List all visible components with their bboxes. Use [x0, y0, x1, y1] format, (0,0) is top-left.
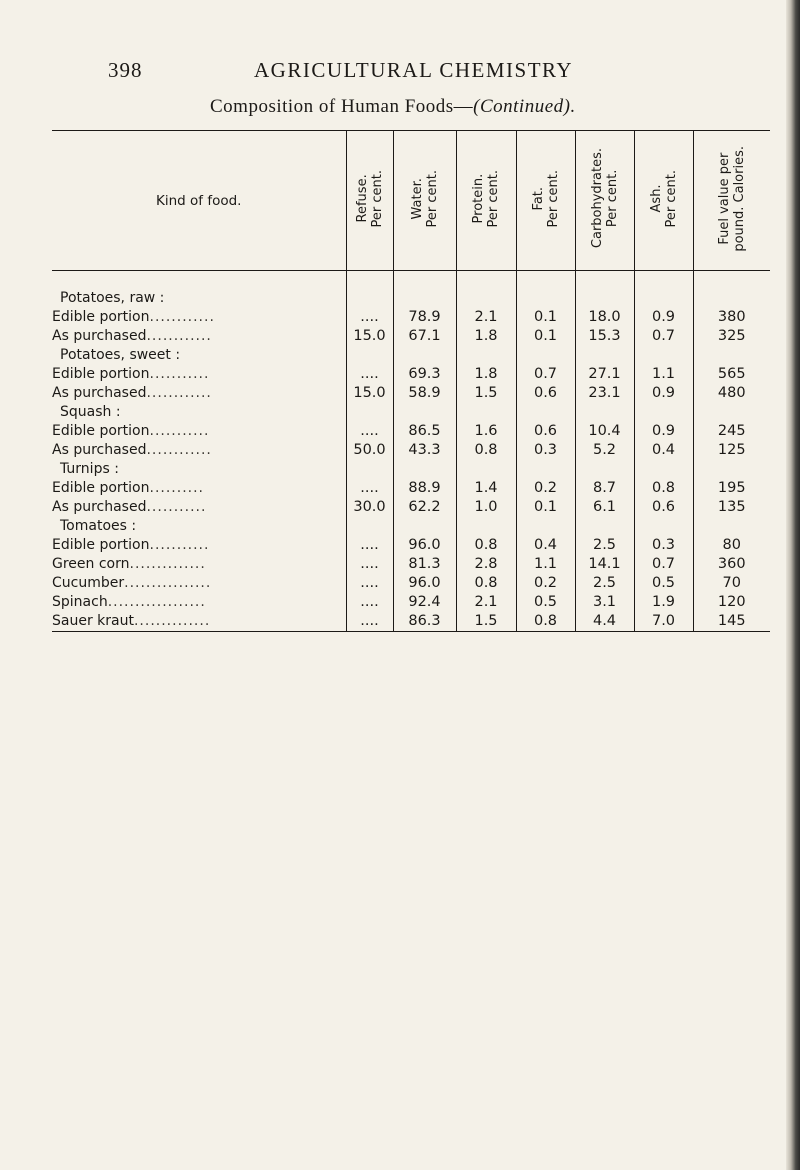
water-cell: 62.2	[393, 498, 456, 517]
water-header-label	[410, 170, 440, 227]
food-label-text: Edible portion	[52, 309, 150, 325]
header-row	[52, 131, 770, 271]
ash-cell: 0.3	[634, 536, 693, 555]
carbohydrates-cell: 2.5	[575, 574, 634, 593]
empty-cell	[634, 271, 693, 309]
refuse-header	[346, 131, 393, 271]
empty-cell	[575, 271, 634, 309]
food-group-label	[52, 346, 346, 365]
dot-leader: ............	[149, 309, 215, 325]
table-row	[52, 441, 770, 460]
running-head	[108, 58, 708, 88]
header-line: Per cent.	[424, 169, 440, 228]
empty-cell	[456, 460, 516, 479]
empty-cell	[516, 271, 575, 309]
fuel-value-header	[693, 131, 770, 271]
refuse-cell: ....	[346, 593, 393, 612]
fuel-value-cell: 480	[693, 384, 770, 403]
table-row	[52, 384, 770, 403]
header-line: Fuel value per	[716, 152, 732, 245]
empty-cell	[393, 271, 456, 309]
ash-cell: 7.0	[634, 612, 693, 632]
food-label-text: Edible portion	[52, 366, 150, 382]
water-cell: 69.3	[393, 365, 456, 384]
refuse-cell: 30.0	[346, 498, 393, 517]
table-body	[52, 271, 770, 632]
dot-leader: ...........	[149, 423, 210, 439]
empty-cell	[693, 346, 770, 365]
header-line: Per cent.	[604, 169, 620, 228]
fat-cell: 0.6	[516, 384, 575, 403]
protein-cell: 2.1	[456, 308, 516, 327]
protein-cell: 1.5	[456, 384, 516, 403]
water-cell: 96.0	[393, 536, 456, 555]
water-cell: 96.0	[393, 574, 456, 593]
fuel-value-cell: 125	[693, 441, 770, 460]
ash-header	[634, 131, 693, 271]
carbohydrates-cell: 10.4	[575, 422, 634, 441]
header-line: Per cent.	[663, 169, 679, 228]
empty-cell	[393, 517, 456, 536]
carbohydrates-cell: 23.1	[575, 384, 634, 403]
header-line: Ash.	[648, 184, 664, 213]
empty-cell	[693, 403, 770, 422]
header-line: Carbohydrates.	[589, 148, 605, 249]
empty-cell	[575, 517, 634, 536]
food-label	[52, 422, 346, 441]
fuel-value-cell: 245	[693, 422, 770, 441]
food-group-label	[52, 271, 346, 309]
header-line: pound. Calories.	[731, 145, 747, 252]
water-header	[393, 131, 456, 271]
protein-cell: 0.8	[456, 536, 516, 555]
refuse-cell: 15.0	[346, 327, 393, 346]
fuel-value-cell: 145	[693, 612, 770, 632]
group-heading-row	[52, 346, 770, 365]
empty-cell	[575, 403, 634, 422]
water-cell: 92.4	[393, 593, 456, 612]
food-label-text: Edible portion	[52, 537, 150, 553]
fat-header-label	[531, 170, 561, 227]
group-heading-row	[52, 271, 770, 309]
fat-cell: 0.1	[516, 308, 575, 327]
carbohydrates-header	[575, 131, 634, 271]
dot-leader: ...........	[146, 499, 207, 515]
food-composition-table	[52, 130, 770, 632]
header-line: Refuse.	[354, 174, 370, 223]
carbohydrates-cell: 18.0	[575, 308, 634, 327]
empty-cell	[693, 271, 770, 309]
ash-cell: 0.6	[634, 498, 693, 517]
page-number: 398	[108, 58, 143, 82]
empty-cell	[393, 460, 456, 479]
header-line: Protein.	[471, 173, 486, 224]
protein-header	[456, 131, 516, 271]
food-label	[52, 441, 346, 460]
empty-cell	[516, 403, 575, 422]
fuel-value-cell: 70	[693, 574, 770, 593]
refuse-cell: ....	[346, 555, 393, 574]
protein-header-label	[471, 170, 501, 227]
food-group-text: Potatoes, raw :	[60, 290, 165, 306]
empty-cell	[393, 346, 456, 365]
refuse-cell: ....	[346, 612, 393, 632]
food-label	[52, 365, 346, 384]
food-label	[52, 384, 346, 403]
fat-cell: 0.2	[516, 574, 575, 593]
refuse-cell: ....	[346, 422, 393, 441]
fat-cell: 0.5	[516, 593, 575, 612]
refuse-cell: 50.0	[346, 441, 393, 460]
carbohydrates-cell: 2.5	[575, 536, 634, 555]
dot-leader: ...........	[149, 537, 210, 553]
water-cell: 86.3	[393, 612, 456, 632]
food-label-text: Green corn	[52, 556, 130, 572]
empty-cell	[634, 517, 693, 536]
food-label-text: As purchased	[52, 499, 147, 515]
group-heading-row	[52, 460, 770, 479]
empty-cell	[346, 271, 393, 309]
empty-cell	[346, 346, 393, 365]
carbohydrates-cell: 8.7	[575, 479, 634, 498]
fat-cell: 0.2	[516, 479, 575, 498]
empty-cell	[575, 460, 634, 479]
table-row	[52, 479, 770, 498]
protein-cell: 1.5	[456, 612, 516, 632]
ash-cell: 0.7	[634, 555, 693, 574]
carbohydrates-cell: 14.1	[575, 555, 634, 574]
fuel-value-header-label	[717, 146, 747, 252]
protein-cell: 1.6	[456, 422, 516, 441]
empty-cell	[346, 460, 393, 479]
refuse-cell: ....	[346, 574, 393, 593]
food-label	[52, 498, 346, 517]
fat-header	[516, 131, 575, 271]
protein-cell: 1.8	[456, 327, 516, 346]
ash-cell: 0.4	[634, 441, 693, 460]
water-cell: 81.3	[393, 555, 456, 574]
food-label	[52, 327, 346, 346]
carbohydrates-cell: 27.1	[575, 365, 634, 384]
dot-leader: ..............	[129, 556, 206, 572]
group-heading-row	[52, 517, 770, 536]
header-line: Fat.	[530, 186, 546, 211]
food-label	[52, 479, 346, 498]
dot-leader: ............	[146, 442, 212, 458]
ash-header-label	[649, 170, 679, 227]
header-line: Per cent.	[486, 169, 501, 228]
fat-cell: 0.1	[516, 327, 575, 346]
protein-cell: 2.8	[456, 555, 516, 574]
ash-cell: 0.9	[634, 308, 693, 327]
table-row	[52, 365, 770, 384]
food-group-text: Tomatoes :	[60, 518, 137, 534]
empty-cell	[346, 517, 393, 536]
food-label	[52, 574, 346, 593]
empty-cell	[634, 403, 693, 422]
refuse-cell: ....	[346, 479, 393, 498]
fuel-value-cell: 565	[693, 365, 770, 384]
empty-cell	[575, 346, 634, 365]
dot-leader: ...........	[149, 366, 210, 382]
food-label-text: Spinach	[52, 594, 108, 610]
food-label-text: As purchased	[52, 328, 147, 344]
water-cell: 43.3	[393, 441, 456, 460]
dot-leader: ............	[146, 385, 212, 401]
empty-cell	[456, 517, 516, 536]
empty-cell	[634, 460, 693, 479]
protein-cell: 0.8	[456, 574, 516, 593]
fat-cell: 1.1	[516, 555, 575, 574]
ash-cell: 0.5	[634, 574, 693, 593]
caption-title: Composition of Human Foods—	[210, 96, 474, 117]
refuse-header-label	[355, 170, 385, 227]
water-cell: 58.9	[393, 384, 456, 403]
food-group-label	[52, 460, 346, 479]
fuel-value-cell: 195	[693, 479, 770, 498]
refuse-cell: 15.0	[346, 384, 393, 403]
table-row	[52, 422, 770, 441]
ash-cell: 0.9	[634, 384, 693, 403]
ash-cell: 0.8	[634, 479, 693, 498]
carbohydrates-cell: 15.3	[575, 327, 634, 346]
table-row	[52, 308, 770, 327]
empty-cell	[456, 403, 516, 422]
header-line: Per cent.	[369, 169, 385, 228]
carbohydrates-cell: 3.1	[575, 593, 634, 612]
table-row	[52, 593, 770, 612]
empty-cell	[634, 346, 693, 365]
food-group-label	[52, 517, 346, 536]
water-cell: 86.5	[393, 422, 456, 441]
food-label	[52, 593, 346, 612]
empty-cell	[516, 346, 575, 365]
food-label	[52, 308, 346, 327]
header-line: Kind of food.	[156, 192, 242, 209]
dot-leader: ..............	[133, 613, 211, 629]
carbohydrates-cell: 6.1	[575, 498, 634, 517]
fuel-value-cell: 135	[693, 498, 770, 517]
header-line: Per cent.	[545, 169, 561, 228]
food-label-text: Cucumber	[52, 575, 125, 591]
dot-leader: ................	[124, 575, 212, 591]
table-row	[52, 574, 770, 593]
table-row	[52, 327, 770, 346]
fuel-value-cell: 120	[693, 593, 770, 612]
protein-cell: 1.0	[456, 498, 516, 517]
fat-cell: 0.8	[516, 612, 575, 632]
protein-cell: 1.4	[456, 479, 516, 498]
header-line: Water.	[409, 177, 425, 220]
table-row	[52, 612, 770, 632]
carbohydrates-cell: 4.4	[575, 612, 634, 632]
food-label-text: Sauer kraut	[52, 613, 134, 629]
group-heading-row	[52, 403, 770, 422]
kind-of-food-header	[52, 131, 346, 271]
refuse-cell: ....	[346, 308, 393, 327]
food-group-label	[52, 403, 346, 422]
fat-cell: 0.6	[516, 422, 575, 441]
food-group-text: Squash :	[60, 404, 121, 420]
caption-continued: (Continued).	[473, 96, 576, 117]
food-label-text: Edible portion	[52, 423, 150, 439]
ash-cell: 1.9	[634, 593, 693, 612]
carbohydrates-cell: 5.2	[575, 441, 634, 460]
food-label	[52, 555, 346, 574]
ash-cell: 1.1	[634, 365, 693, 384]
food-label-text: As purchased	[52, 442, 147, 458]
fat-cell: 0.4	[516, 536, 575, 555]
empty-cell	[516, 517, 575, 536]
fuel-value-cell: 380	[693, 308, 770, 327]
page-edge-shadow	[786, 0, 800, 1170]
empty-cell	[393, 403, 456, 422]
water-cell: 67.1	[393, 327, 456, 346]
dot-leader: ............	[146, 328, 212, 344]
fat-cell: 0.7	[516, 365, 575, 384]
empty-cell	[693, 517, 770, 536]
fuel-value-cell: 325	[693, 327, 770, 346]
carbohydrates-header-label	[590, 148, 620, 248]
dot-leader: ..................	[107, 594, 206, 610]
food-group-text: Potatoes, sweet :	[60, 347, 181, 363]
kind-of-food-header-label	[156, 193, 241, 209]
table-row	[52, 536, 770, 555]
table-caption	[210, 96, 670, 118]
fat-cell: 0.1	[516, 498, 575, 517]
food-label-text: Edible portion	[52, 480, 150, 496]
empty-cell	[693, 460, 770, 479]
water-cell: 88.9	[393, 479, 456, 498]
protein-cell: 2.1	[456, 593, 516, 612]
table-row	[52, 498, 770, 517]
empty-cell	[456, 346, 516, 365]
ash-cell: 0.9	[634, 422, 693, 441]
food-label-text: As purchased	[52, 385, 147, 401]
empty-cell	[456, 271, 516, 309]
dot-leader: ..........	[149, 480, 205, 496]
food-group-text: Turnips :	[60, 461, 119, 477]
protein-cell: 1.8	[456, 365, 516, 384]
empty-cell	[516, 460, 575, 479]
fuel-value-cell: 80	[693, 536, 770, 555]
food-label	[52, 536, 346, 555]
fuel-value-cell: 360	[693, 555, 770, 574]
water-cell: 78.9	[393, 308, 456, 327]
protein-cell: 0.8	[456, 441, 516, 460]
food-label	[52, 612, 346, 632]
empty-cell	[346, 403, 393, 422]
fat-cell: 0.3	[516, 441, 575, 460]
refuse-cell: ....	[346, 536, 393, 555]
book-title: AGRICULTURAL CHEMISTRY	[254, 58, 574, 82]
ash-cell: 0.7	[634, 327, 693, 346]
refuse-cell: ....	[346, 365, 393, 384]
table-row	[52, 555, 770, 574]
